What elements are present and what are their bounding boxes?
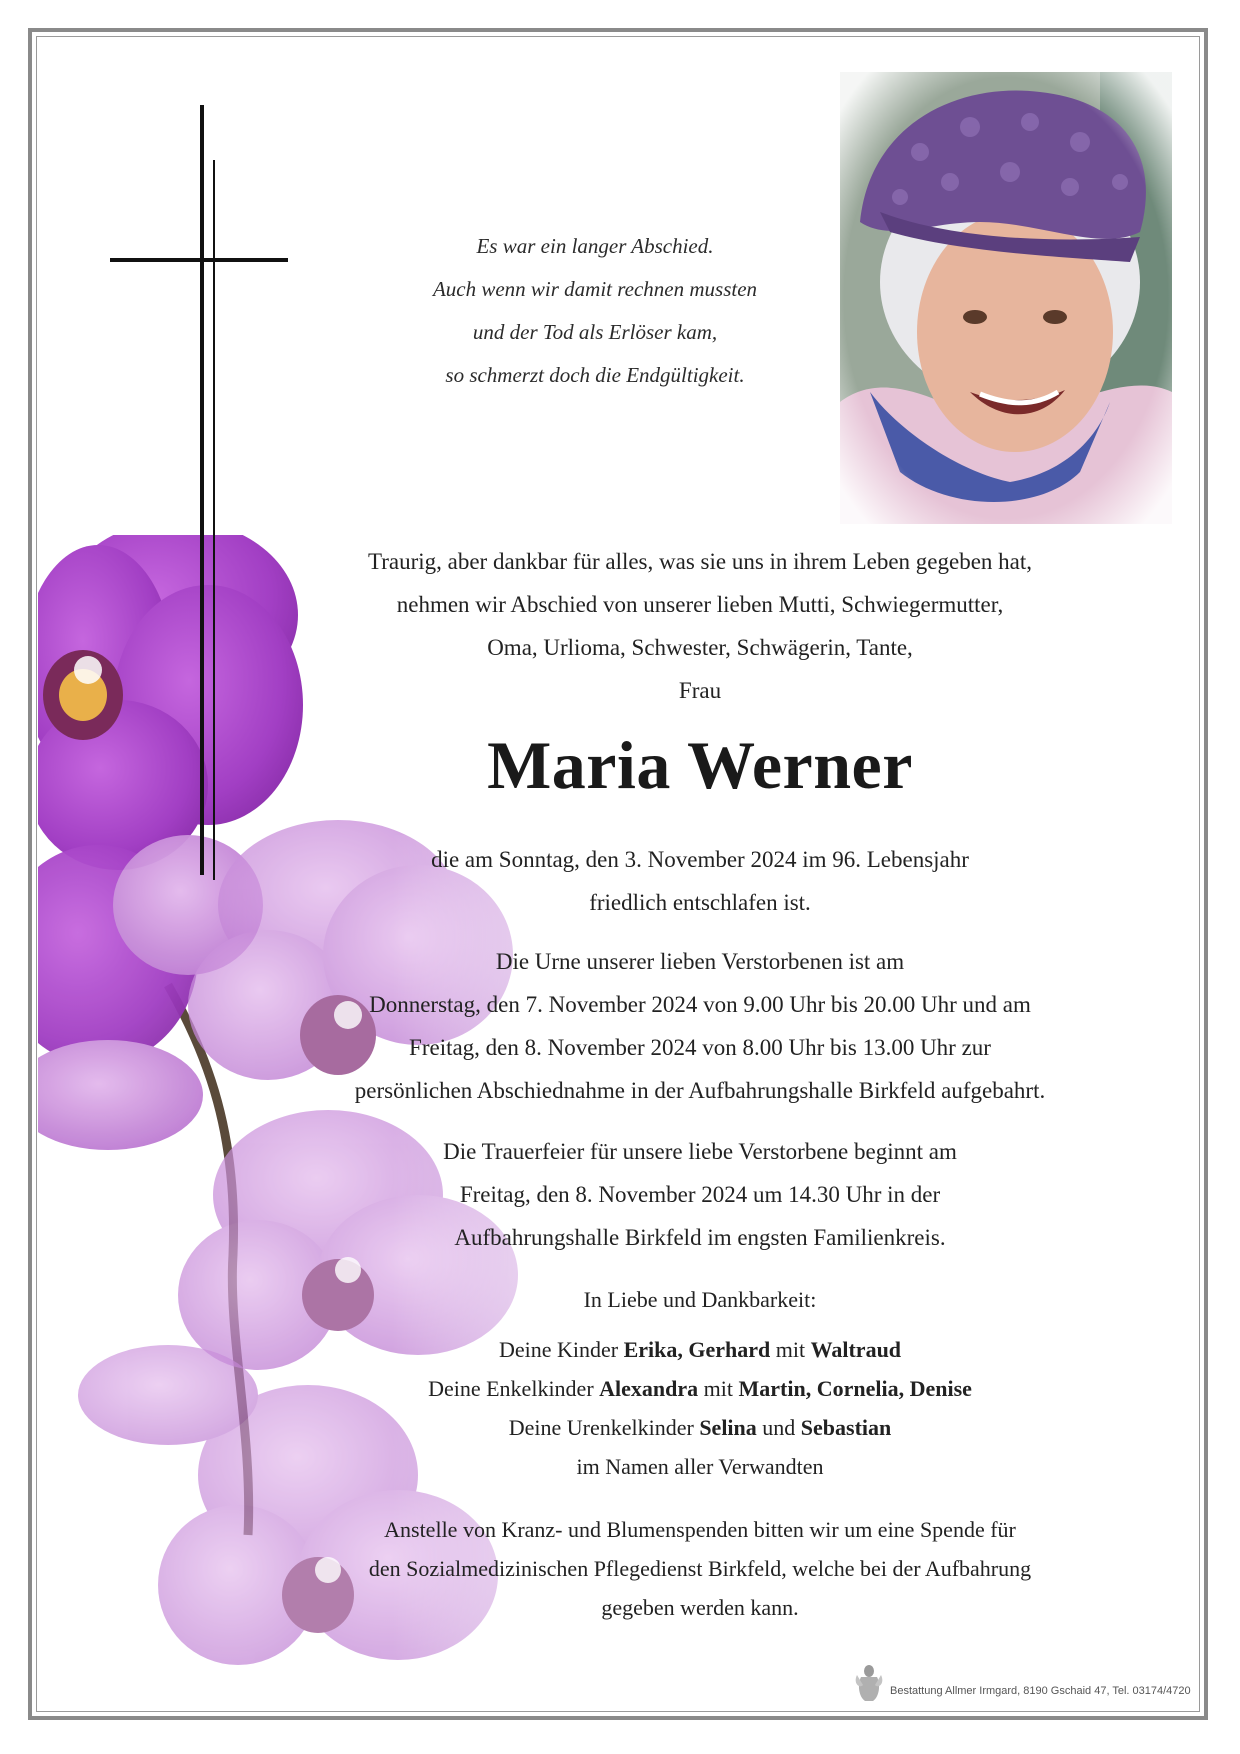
- great-prefix: Deine Urenkelkinder: [508, 1415, 694, 1440]
- donation-line: den Sozialmedizinischen Pflegedienst Birkfeld, welche bei der Aufbahrung: [368, 1556, 1032, 1581]
- family-great-grandchildren: [300, 1408, 1100, 1447]
- grandchildren-prefix: Deine Enkelkinder: [428, 1376, 594, 1401]
- ceremony-line: Die Trauerfeier für unsere liebe Verstorbene beginnt am: [443, 1139, 957, 1164]
- family-list: [300, 1330, 1100, 1486]
- verse-line: Es war ein langer Abschied.: [476, 234, 714, 258]
- verse-line: so schmerzt doch die Endgültigkeit.: [445, 363, 745, 387]
- viewing-line: Donnerstag, den 7. November 2024 von 9.00 Uhr bis 20.00 Uhr und am: [369, 992, 1031, 1017]
- viewing-line: Freitag, den 8. November 2024 von 8.00 Uhr bis 13.00 Uhr zur: [409, 1035, 991, 1060]
- ceremony-line: Aufbahrungshalle Birkfeld im engsten Familienkreis.: [454, 1225, 946, 1250]
- verse: [385, 225, 805, 397]
- closing: In Liebe und Dankbarkeit:: [583, 1287, 817, 1312]
- grandchildren-name: Alexandra: [599, 1376, 699, 1401]
- intro-line: nehmen wir Abschied von unserer lieben Mutti, Schwiegermutter,: [396, 592, 1004, 617]
- intro-line: Traurig, aber dankbar für alles, was sie uns in ihrem Leben gegeben hat,: [367, 549, 1033, 574]
- family-grandchildren: [300, 1369, 1100, 1408]
- great-mid: und: [762, 1415, 796, 1440]
- intro-line: Oma, Urlioma, Schwester, Schwägerin, Tante,: [487, 635, 913, 660]
- children-prefix: Deine Kinder: [498, 1337, 619, 1362]
- angel-icon: [855, 1663, 883, 1703]
- children-mid: mit: [775, 1337, 806, 1362]
- viewing-line: persönlichen Abschiednahme in der Aufbahrungshalle Birkfeld aufgebahrt.: [354, 1078, 1046, 1103]
- death-line: die am Sonntag, den 3. November 2024 im 96. Lebensjahr: [431, 847, 969, 872]
- verse-line: und der Tod als Erlöser kam,: [472, 320, 718, 344]
- cross-icon: [110, 105, 290, 885]
- verse-line: Auch wenn wir damit rechnen mussten: [432, 277, 758, 301]
- donation-line: Anstelle von Kranz- und Blumenspenden bitten wir um eine Spende für: [384, 1517, 1016, 1542]
- grandchildren-mid: mit: [703, 1376, 733, 1401]
- grandchildren-others: Martin, Cornelia, Denise: [738, 1376, 972, 1401]
- great-name1: Selina: [699, 1415, 757, 1440]
- donation-paragraph: [300, 1510, 1100, 1627]
- intro-paragraph: [300, 540, 1100, 712]
- viewing-paragraph: [300, 940, 1100, 1112]
- portrait-photo: [840, 72, 1172, 524]
- viewing-line: Die Urne unserer lieben Verstorbenen ist am: [495, 949, 905, 974]
- great-name2: Sebastian: [800, 1415, 892, 1440]
- children-names: Erika, Gerhard: [623, 1337, 771, 1362]
- salutation: Frau: [678, 678, 722, 703]
- footer-text: Bestattung Allmer Irmgard, 8190 Gschaid 47, Tel. 03174/4720: [890, 1685, 1191, 1697]
- family-relatives: im Namen aller Verwandten: [576, 1454, 824, 1479]
- ceremony-line: Freitag, den 8. November 2024 um 14.30 Uhr in der: [459, 1182, 941, 1207]
- death-line: friedlich entschlafen ist.: [589, 890, 811, 915]
- family-children: [300, 1330, 1100, 1369]
- ceremony-paragraph: [300, 1130, 1100, 1259]
- donation-line: gegeben werden kann.: [601, 1595, 799, 1620]
- death-notice: [300, 838, 1100, 924]
- children-partner: Waltraud: [810, 1337, 902, 1362]
- deceased-name: Maria Werner: [487, 727, 913, 803]
